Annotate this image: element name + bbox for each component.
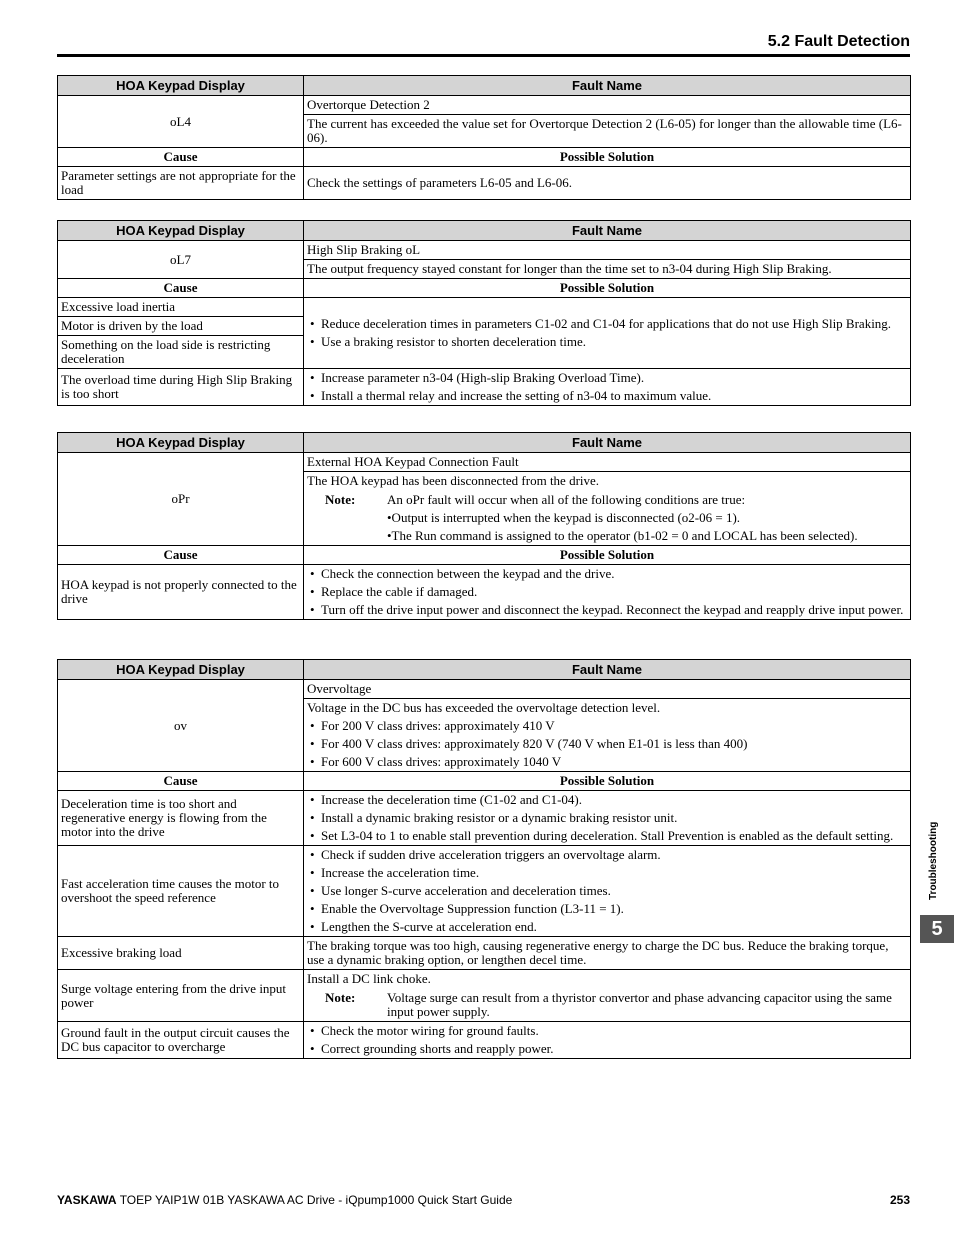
col-header-fault-name: Fault Name — [304, 660, 911, 680]
solution-item: • Check the motor wiring for ground faults. — [307, 1024, 907, 1038]
fault-name: Overvoltage — [304, 680, 911, 699]
solution-item: • Increase the acceleration time. — [307, 866, 907, 880]
note-block — [307, 991, 907, 1019]
fault-name: Overtorque Detection 2 — [304, 96, 911, 115]
footer-doc-title: TOEP YAIP1W 01B YASKAWA AC Drive - iQpump1000 Quick Start Guide — [116, 1193, 513, 1207]
note-block — [307, 493, 907, 543]
col-header-display: HOA Keypad Display — [58, 76, 304, 96]
cause-cell: Excessive load inertia — [58, 298, 304, 317]
cause-cell: Surge voltage entering from the drive input power — [58, 970, 304, 1022]
note-label: Note: — [325, 492, 356, 507]
fault-code: ov — [58, 680, 304, 772]
solution-item: • Enable the Overvoltage Suppression function (L3-11 = 1). — [307, 902, 907, 916]
solution-item: • Turn off the drive input power and disconnect the keypad. Reconnect the keypad and reapply drive input power. — [307, 603, 907, 617]
chapter-tab-label: Troubleshooting — [928, 821, 939, 900]
cause-cell: Excessive braking load — [58, 937, 304, 970]
col-header-fault-name: Fault Name — [304, 221, 911, 241]
fault-description: The current has exceeded the value set for Overtorque Detection 2 (L6-05) for longer than the allowable time (L6-06). — [304, 115, 911, 148]
solution-item: • Install a thermal relay and increase the setting of n3-04 to maximum value. — [307, 389, 907, 403]
col-header-display: HOA Keypad Display — [58, 221, 304, 241]
cause-cell: HOA keypad is not properly connected to the drive — [58, 565, 304, 620]
fault-description: Voltage in the DC bus has exceeded the overvoltage detection level. — [307, 700, 661, 715]
cause-cell: Ground fault in the output circuit causes the DC bus capacitor to overcharge — [58, 1022, 304, 1059]
solution-item: • Check the connection between the keypad and the drive. — [307, 567, 907, 581]
description-item: • For 400 V class drives: approximately 820 V (740 V when E1-01 is less than 400) — [307, 737, 907, 751]
fault-table-ov — [57, 659, 911, 1059]
cause-cell: Deceleration time is too short and regenerative energy is flowing from the motor into the drive — [58, 791, 304, 846]
col-header-solution: Possible Solution — [304, 772, 911, 791]
fault-table-oL7 — [57, 220, 911, 406]
note-text: An oPr fault will occur when all of the following conditions are true: — [387, 492, 746, 507]
note-bullet: •The Run command is assigned to the operator (b1-02 = 0 and LOCAL has been selected). — [387, 528, 858, 543]
fault-description-cell — [304, 699, 911, 772]
col-header-cause: Cause — [58, 772, 304, 791]
solution-item: • Set L3-04 to 1 to enable stall prevention during deceleration. Stall Prevention is enabled as the default setting. — [307, 829, 907, 843]
solution-item: • Use longer S-curve acceleration and deceleration times. — [307, 884, 907, 898]
cause-cell: Something on the load side is restricting deceleration — [58, 336, 304, 369]
note-text: Voltage surge can result from a thyristor convertor and phase advancing capacitor using the same input power supply. — [387, 990, 892, 1019]
header-rule — [57, 54, 910, 57]
note-label: Note: — [325, 990, 356, 1005]
solution-cell — [304, 565, 911, 620]
cause-cell: Parameter settings are not appropriate for the load — [58, 167, 304, 200]
fault-code: oPr — [58, 453, 304, 546]
page-section-title: 5.2 Fault Detection — [767, 33, 910, 50]
solution-cell — [304, 369, 911, 406]
col-header-solution: Possible Solution — [304, 279, 911, 298]
solution-item: • Increase the deceleration time (C1-02 and C1-04). — [307, 793, 907, 807]
solution-cell — [304, 298, 911, 369]
footer-document — [57, 1193, 512, 1207]
col-header-display: HOA Keypad Display — [58, 433, 304, 453]
fault-table-oL4 — [57, 75, 911, 200]
solution-item: • Increase parameter n3-04 (High-slip Braking Overload Time). — [307, 371, 907, 385]
fault-name: External HOA Keypad Connection Fault — [304, 453, 911, 472]
fault-code: oL7 — [58, 241, 304, 279]
col-header-cause: Cause — [58, 148, 304, 167]
solution-text: Install a DC link choke. — [307, 971, 431, 986]
col-header-cause: Cause — [58, 546, 304, 565]
fault-code: oL4 — [58, 96, 304, 148]
solution-item: • Install a dynamic braking resistor or a dynamic braking resistor unit. — [307, 811, 907, 825]
col-header-solution: Possible Solution — [304, 148, 911, 167]
solution-item: • Use a braking resistor to shorten deceleration time. — [307, 335, 907, 349]
solution-item: • Correct grounding shorts and reapply power. — [307, 1042, 907, 1056]
col-header-cause: Cause — [58, 279, 304, 298]
fault-description: The output frequency stayed constant for longer than the time set to n3-04 during High Slip Braking. — [304, 260, 911, 279]
col-header-solution: Possible Solution — [304, 546, 911, 565]
col-header-fault-name: Fault Name — [304, 433, 911, 453]
fault-description-cell — [304, 472, 911, 546]
cause-cell: Fast acceleration time causes the motor to overshoot the speed reference — [58, 846, 304, 937]
solution-item: • Check if sudden drive acceleration triggers an overvoltage alarm. — [307, 848, 907, 862]
solution-cell: Check the settings of parameters L6-05 and L6-06. — [304, 167, 911, 200]
fault-table-oPr — [57, 432, 911, 620]
solution-cell — [304, 970, 911, 1022]
solution-cell — [304, 846, 911, 937]
cause-cell: Motor is driven by the load — [58, 317, 304, 336]
description-item: • For 600 V class drives: approximately 1040 V — [307, 755, 907, 769]
page-footer — [57, 1193, 910, 1207]
description-item: • For 200 V class drives: approximately 410 V — [307, 719, 907, 733]
note-bullet: •Output is interrupted when the keypad is disconnected (o2-06 = 1). — [387, 510, 741, 525]
chapter-tab-number: 5 — [920, 915, 954, 943]
cause-cell: The overload time during High Slip Braking is too short — [58, 369, 304, 406]
solution-cell — [304, 1022, 911, 1059]
fault-description: The HOA keypad has been disconnected from the drive. — [307, 473, 600, 488]
col-header-display: HOA Keypad Display — [58, 660, 304, 680]
col-header-fault-name: Fault Name — [304, 76, 911, 96]
solution-item: • Replace the cable if damaged. — [307, 585, 907, 599]
footer-brand: YASKAWA — [57, 1193, 117, 1207]
page-number: 253 — [889, 1193, 910, 1207]
solution-cell: The braking torque was too high, causing regenerative energy to charge the DC bus. Reduce the braking torque, use a dynamic braking option, or lengthen decel time. — [304, 937, 911, 970]
solution-cell — [304, 791, 911, 846]
solution-item: • Lengthen the S-curve at acceleration end. — [307, 920, 907, 934]
fault-name: High Slip Braking oL — [304, 241, 911, 260]
solution-item: • Reduce deceleration times in parameters C1-02 and C1-04 for applications that do not use High Slip Braking. — [307, 317, 907, 331]
